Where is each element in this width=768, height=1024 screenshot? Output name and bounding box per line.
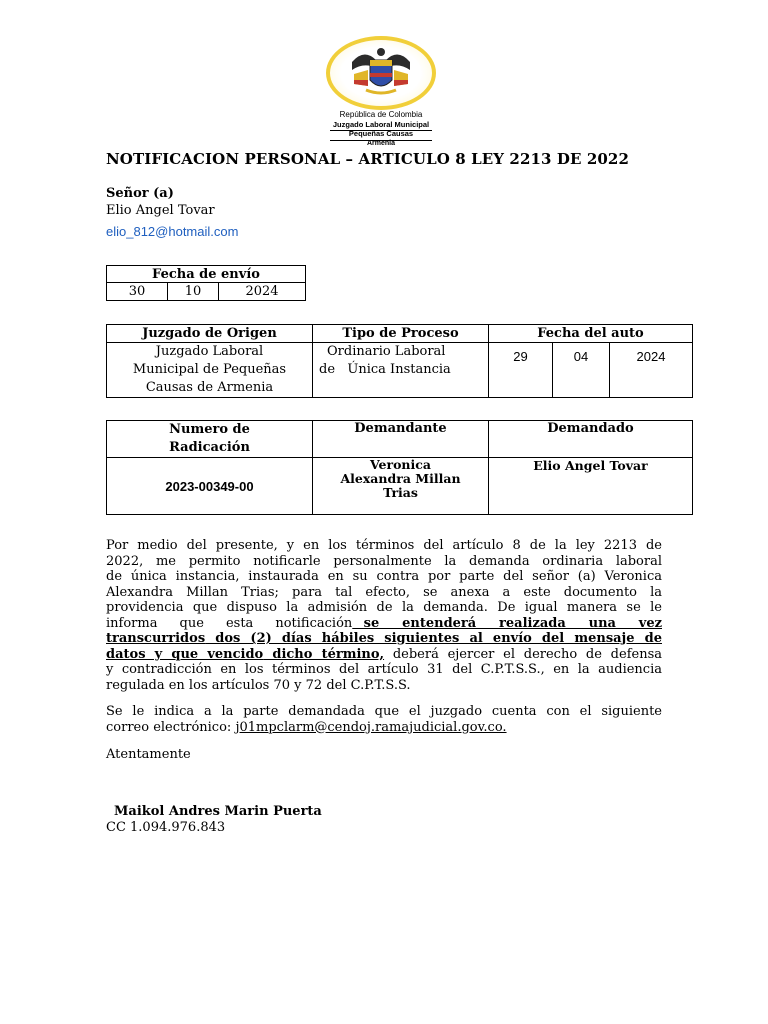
paragraph-line: Alexandra Millan Trias; para tal efecto, se anexa a este documento la — [106, 584, 662, 600]
send-date-header: Fecha de envío — [107, 266, 306, 283]
seal-city: Armenia — [366, 140, 395, 147]
header-tipo-proceso: Tipo de Proceso — [313, 325, 489, 343]
court-line: Causas de Armenia — [145, 380, 274, 395]
court-email-link[interactable]: j01mpclarm@cendoj.ramajudicial.gov.co. — [235, 719, 507, 735]
court-line: Juzgado Laboral — [155, 344, 264, 359]
header-radicacion — [107, 421, 313, 458]
seal-court-type: Pequeñas Causas — [348, 129, 414, 138]
coat-of-arms-icon — [330, 40, 432, 106]
process-type-line: de Única Instancia — [319, 362, 451, 377]
document-title: NOTIFICACION PERSONAL – ARTICULO 8 LEY 2213 DE 2022 — [106, 150, 629, 168]
auto-year: 2024 — [610, 343, 693, 398]
court-of-origin — [107, 343, 313, 398]
signer-id: CC 1.094.976.843 — [106, 820, 226, 835]
auto-day: 29 — [489, 343, 553, 398]
emphasis-text: datos y que vencido — [106, 646, 264, 662]
paragraph-line: 2022, me permito notificarle personalmente la demanda ordinaria laboral — [106, 553, 662, 569]
demandante-line: Alexandra Millan — [340, 471, 461, 486]
header-demandado: Demandado — [489, 421, 693, 458]
paragraph-line — [106, 616, 662, 632]
paragraph-line — [106, 631, 662, 647]
paragraph-line: Se le indica a la parte demandada que el juzgado cuenta con el siguiente — [106, 704, 662, 719]
process-type-line: Ordinario Laboral — [327, 344, 446, 359]
notification-paragraph — [106, 538, 662, 693]
process-table — [106, 324, 693, 398]
paragraph-text: informa que esta notificación — [106, 615, 353, 631]
parties-table — [106, 420, 693, 515]
header-demandante: Demandante — [313, 421, 489, 458]
seal-court: Juzgado Laboral Municipal — [332, 120, 430, 129]
contact-paragraph — [106, 704, 662, 735]
seal-country: República de Colombia — [339, 110, 423, 119]
paragraph-line: providencia que dispuso la admisión de la demanda. De igual manera se le — [106, 600, 662, 615]
paragraph-text: deberá ejercer el derecho de defensa — [384, 646, 662, 662]
header-fecha-auto: Fecha del auto — [489, 325, 693, 343]
radicado-number: 2023-00349-00 — [107, 458, 313, 515]
demandado-name: Elio Angel Tovar — [489, 458, 693, 515]
demandante-line: Trias — [383, 485, 418, 500]
emphasis-text: se entenderá realizada una vez — [352, 615, 662, 631]
demandante-line: Veronica — [370, 457, 431, 472]
send-date-year: 2024 — [219, 283, 306, 301]
emphasis-text: dicho término, — [263, 646, 385, 662]
paragraph-line: de única instancia, instaurada en su contra por parte del señor (a) Veronica — [106, 569, 662, 584]
paragraph-line — [106, 647, 662, 663]
closing-text: Atentamente — [106, 747, 191, 762]
court-line: Municipal de Pequeñas — [132, 362, 287, 377]
emphasis-text: transcurridos — [106, 631, 206, 646]
paragraph-line: Por medio del presente, y en los términos del artículo 8 de la ley 2213 de — [106, 538, 662, 553]
send-date-month: 10 — [168, 283, 219, 301]
process-type — [313, 343, 489, 398]
demandante-name — [313, 458, 489, 515]
emphasis-text: dos (2) días hábiles siguientes al envío del mensaje de — [205, 631, 662, 646]
header-radicacion-line: Radicación — [169, 440, 250, 455]
recipient-salutation: Señor (a) — [106, 186, 174, 201]
paragraph-text: correo electrónico: — [106, 719, 236, 735]
recipient-email: elio_812@hotmail.com — [106, 224, 239, 239]
recipient-name: Elio Angel Tovar — [106, 203, 215, 218]
paragraph-line: regulada en los artículos 70 y 72 del C.P.T.S.S. — [106, 677, 411, 693]
header-radicacion-line: Numero de — [169, 422, 250, 437]
paragraph-line: y contradicción en los términos del artículo 31 del C.P.T.S.S., en la audiencia — [106, 662, 662, 677]
signer-name: Maikol Andres Marin Puerta — [114, 804, 322, 819]
court-seal — [326, 36, 436, 110]
auto-month: 04 — [553, 343, 610, 398]
header-juzgado-origen: Juzgado de Origen — [107, 325, 313, 343]
paragraph-line — [106, 720, 662, 736]
send-date-day: 30 — [107, 283, 168, 301]
send-date-table — [106, 265, 306, 301]
